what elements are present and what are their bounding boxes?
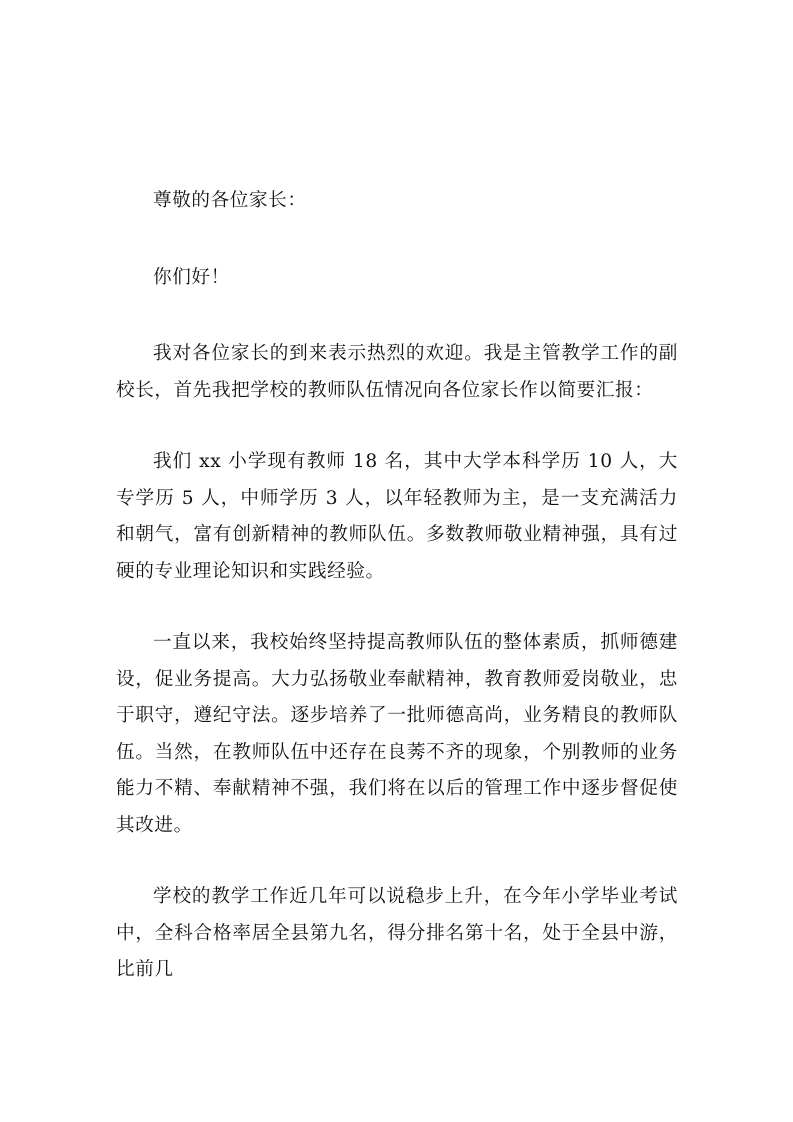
paragraph-teacher-quality: 一直以来，我校始终坚持提高教师队伍的整体素质，抓师德建设，促业务提高。大力弘扬敬业奉献精神，教育教师爱岗敬业，忠于职守，遵纪守法。逐步培养了一批师德高尚，业务精良的教师队伍。当然，在教师队伍中还存在良莠不齐的现象，个别教师的业务能力不精、奉献精神不强，我们将在以后的管理工作中逐步督促使其改进。 xyxy=(116,632,678,836)
salutation: 尊敬的各位家长： xyxy=(153,190,307,211)
paragraph-welcome: 我对各位家长的到来表示热烈的欢迎。我是主管教学工作的副校长，首先我把学校的教师队伍情况向各位家长作以简要汇报： xyxy=(116,343,678,401)
greeting: 你们好！ xyxy=(153,266,230,288)
document-page xyxy=(116,183,678,1024)
paragraph-teacher-staff: 我们 xx 小学现有教师 18 名，其中大学本科学历 10 人，大专学历 5 人，中师学历 3 人，以年轻教师为主，是一支充满活力和朝气，富有创新精神的教师队伍。多数教师敬业精神强，具有过硬的专业理论知识和实践经验。 xyxy=(116,451,678,582)
paragraph-teaching-results: 学校的教学工作近几年可以说稳步上升，在今年小学毕业考试中，全科合格率居全县第九名，得分排名第十名，处于全县中游，比前几 xyxy=(116,886,678,980)
